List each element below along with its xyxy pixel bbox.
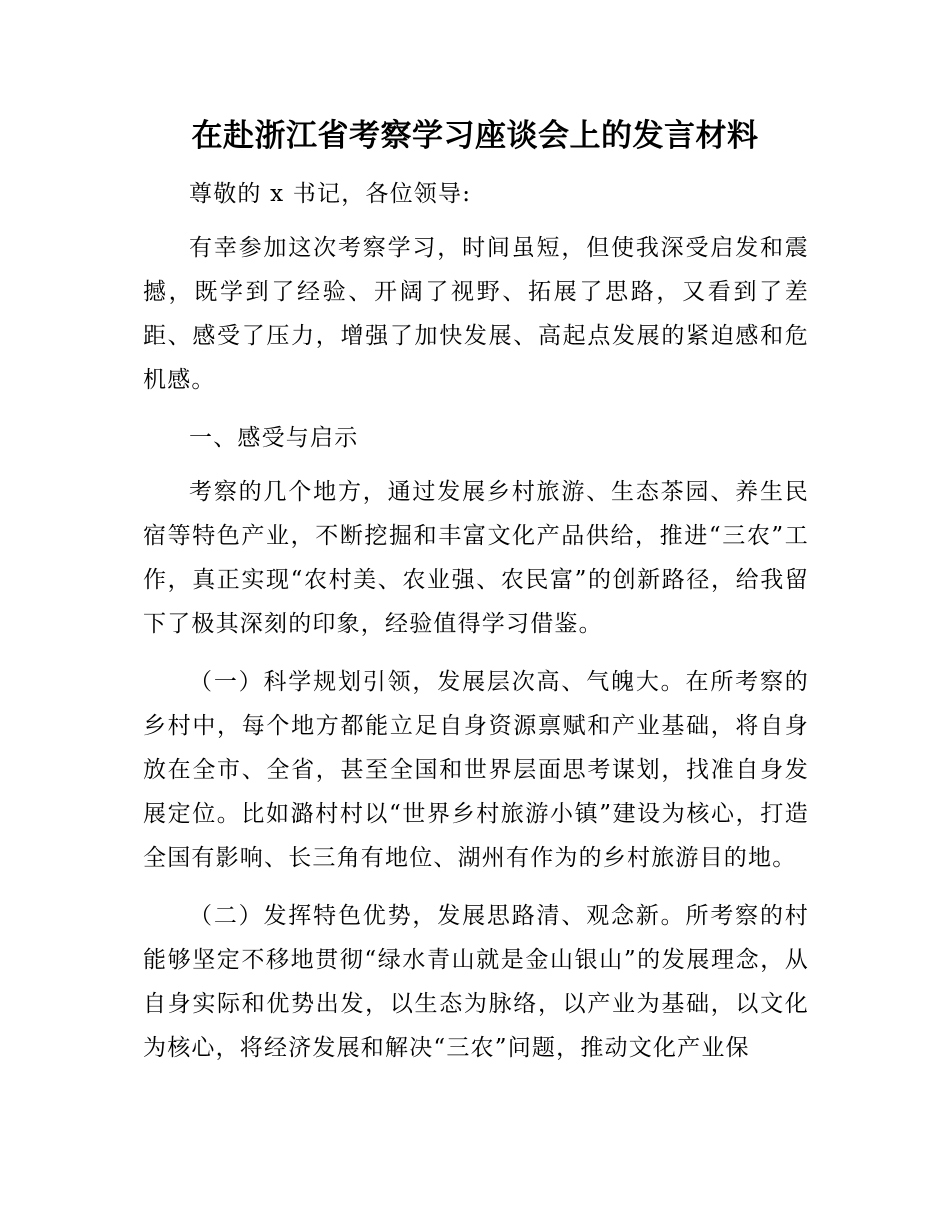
greeting-line: 尊敬的 x 书记，各位领导: [189, 181, 472, 207]
paragraph-intro: 有幸参加这次考察学习，时间虽短，但使我深受启发和震撼，既学到了经验、开阔了视野、拓展了思路，又看到了差距、感受了压力，增强了加快发展、高起点发展的紧迫感和危机感。 [143, 235, 809, 393]
paragraph-overview: 考察的几个地方，通过发展乡村旅游、生态茶园、养生民宿等特色产业，不断挖掘和丰富文化产品供给，推进“三农”工作，真正实现“农村美、农业强、农民富”的创新路径，给我留下了极其深刻的印象，经验值得学习借鉴。 [143, 479, 809, 637]
paragraph-point-two: （二）发挥特色优势，发展思路清、观念新。所考察的村能够坚定不移地贯彻“绿水青山就是金山银山”的发展理念，从自身实际和优势出发，以生态为脉络，以产业为基础，以文化为核心，将经济发展和解决“三农”问题，推动文化产业保 [143, 903, 809, 1061]
section-heading: 一、感受与启示 [189, 425, 359, 451]
paragraph-point-one: （一）科学规划引领，发展层次高、气魄大。在所考察的乡村中，每个地方都能立足自身资源禀赋和产业基础，将自身放在全市、全省，甚至全国和世界层面思考谋划，找准自身发展定位。比如潞村村以“世界乡村旅游小镇”建设为核心，打造全国有影响、长三角有地位、湖州有作为的乡村旅游目的地。 [143, 669, 809, 871]
document-body [143, 172, 809, 1070]
document-title: 在赴浙江省考察学习座谈会上的发言材料 [191, 118, 759, 154]
